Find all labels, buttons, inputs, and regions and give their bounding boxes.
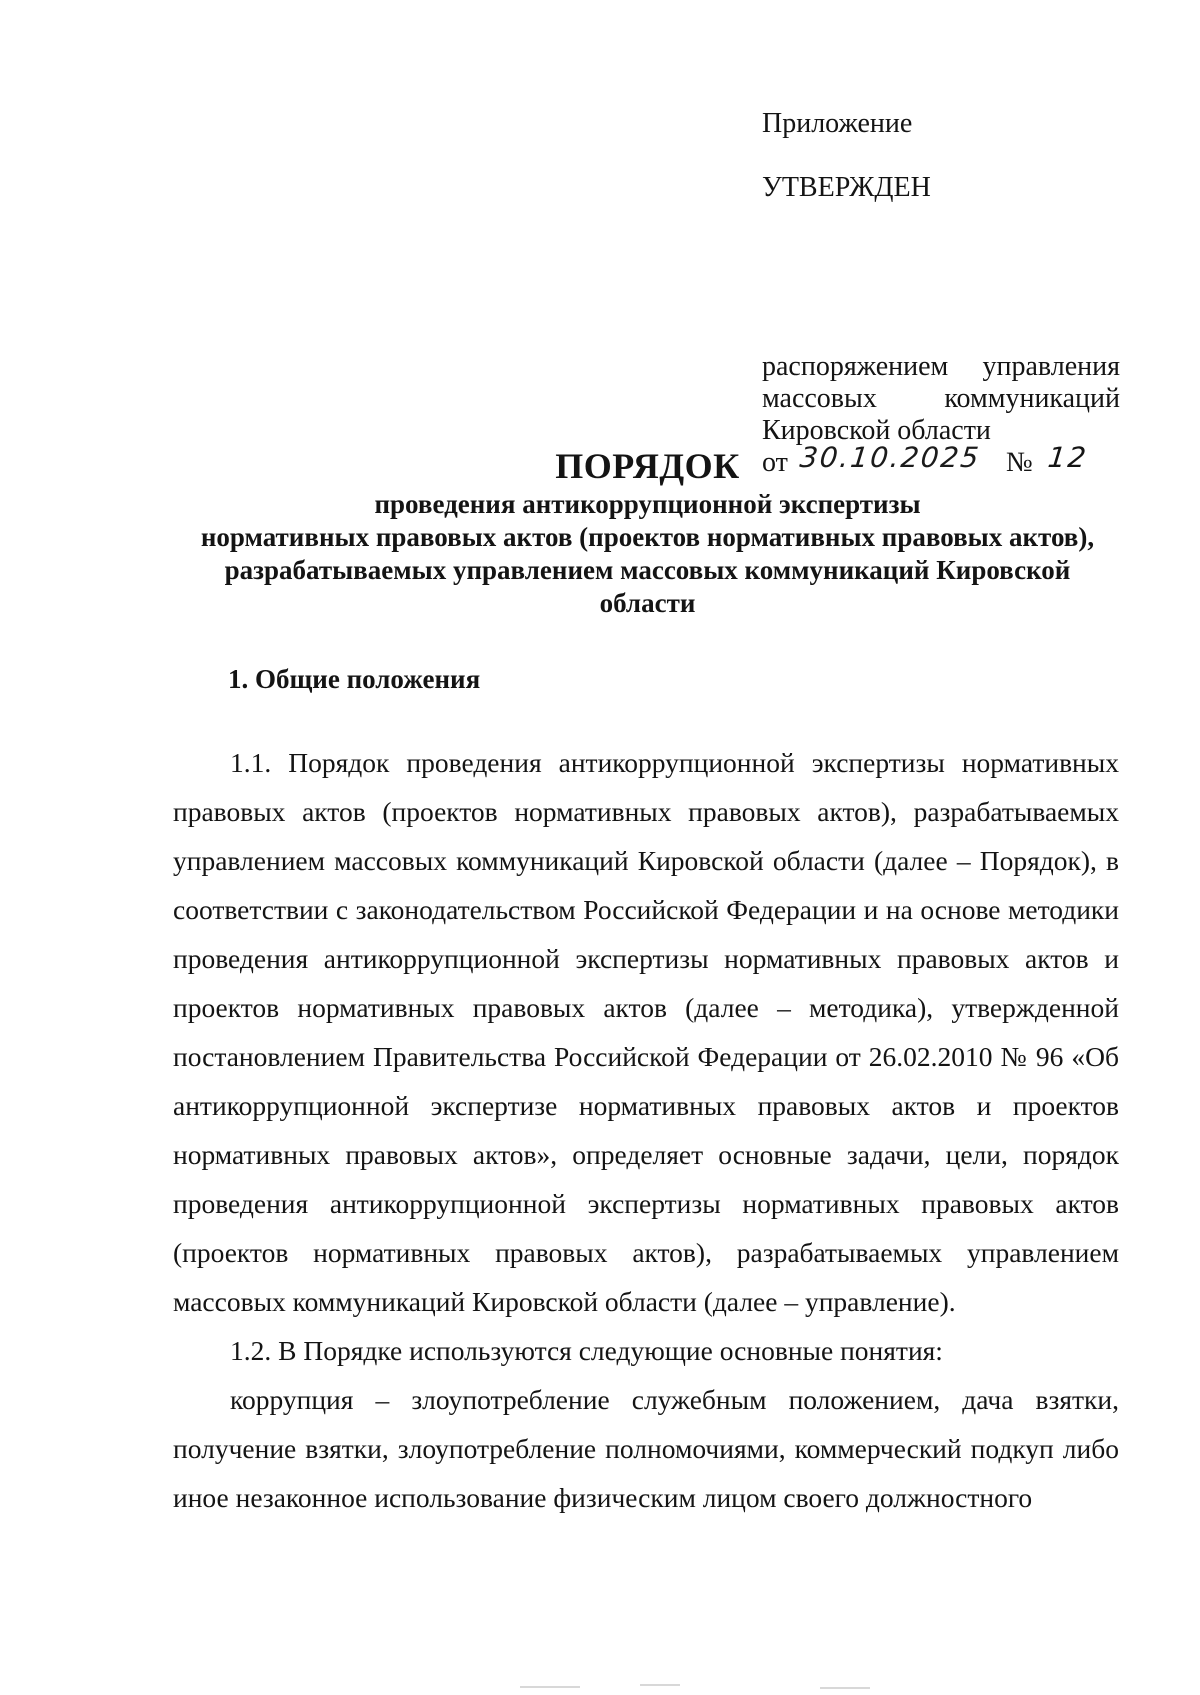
approved-by-line: распоряжением управления (762, 351, 1120, 382)
title-sub-line: разрабатываемых управлением массовых коммуникаций Кировской (224, 555, 1071, 585)
paragraph: коррупция – злоупотребление служебным положением, дача взятки, получение взятки, злоупотребление полномочиями, коммерческий подкуп либо иное незаконное использование физическим лицом своего должностного (173, 1384, 1119, 1513)
approved-by (762, 351, 1120, 447)
paragraph: 1.1. Порядок проведения антикоррупционной экспертизы нормативных правовых актов (проектов нормативных правовых актов), разрабатываемых управлением массовых коммуникаций Кировской области (далее – Порядок), в соответствии с законодательством Российской Федерации и на основе методики проведения антикоррупционной экспертизы нормативных правовых актов и проектов нормативных правовых актов (далее – методика), утвержденной постановлением Правительства Российской Федерации от 26.02.2010 № 96 «Об антикоррупционной экспертизе нормативных правовых актов и проектов нормативных правовых актов», определяет основные задачи, цели, порядок проведения антикоррупционной экспертизы нормативных правовых актов (проектов нормативных правовых актов), разрабатываемых управлением массовых коммуникаций Кировской области (далее – управление). (173, 747, 1119, 1317)
section-heading: 1. Общие положения (228, 664, 481, 694)
approved-by-line: массовых коммуникаций (762, 383, 1120, 414)
scan-artifact (640, 1684, 680, 1686)
scan-artifact (820, 1687, 870, 1689)
title-sub-line: нормативных правовых актов (проектов нормативных правовых актов), (200, 522, 1095, 552)
title-subtitle (170, 488, 1125, 620)
approved-label: УТВЕРЖДЕН (762, 172, 931, 203)
appendix-label: Приложение (762, 108, 913, 139)
title-sub-line: области (599, 588, 696, 618)
number-label: № (1006, 447, 1033, 478)
from-label: от (762, 447, 788, 478)
document-title (170, 446, 1125, 620)
title-sub-line: проведения антикоррупционной экспертизы (374, 489, 921, 519)
title-main: ПОРЯДОК (555, 446, 740, 486)
handwritten-number: 12 (1046, 441, 1090, 474)
document-body (173, 738, 1119, 1522)
scan-artifact (520, 1686, 580, 1688)
handwritten-date: 30.10.2025 (798, 441, 983, 474)
approved-by-line: Кировской области (762, 415, 991, 446)
paragraph: 1.2. В Порядке используются следующие основные понятия: (230, 1335, 943, 1366)
